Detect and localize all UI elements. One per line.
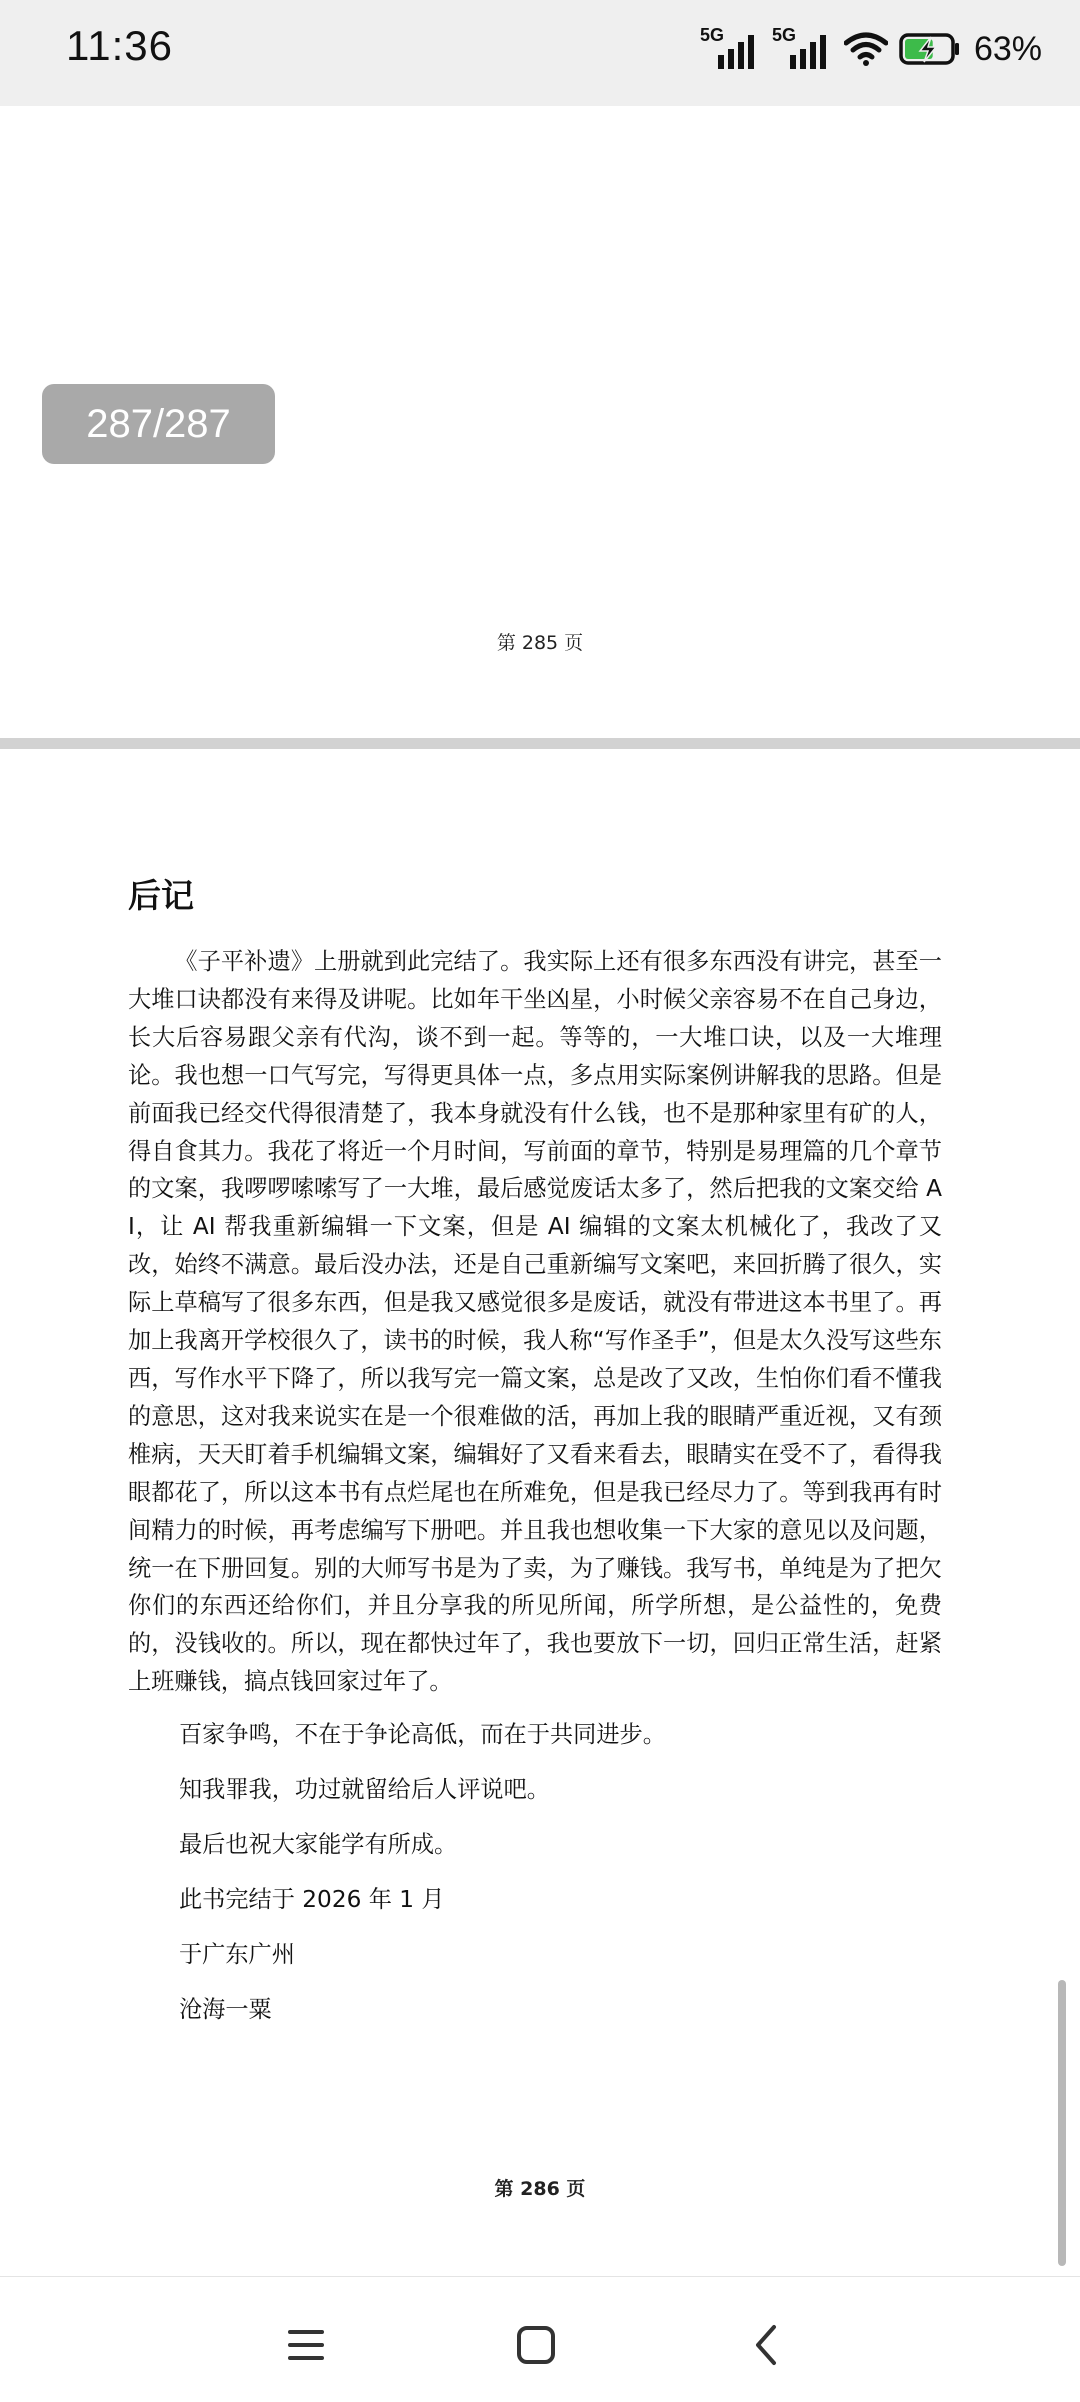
navigation-bar <box>0 2276 1080 2402</box>
text-line: 百家争鸣，不在于争论高低，而在于共同进步。 <box>179 1721 666 1749</box>
page-divider <box>0 738 1080 749</box>
body-paragraph: 《子平补遗》上册就到此完结了。我实际上还有很多东西没有讲完，甚至一大堆口诀都没有来得及讲呢。比如年干坐凶星，小时候父亲容易不在自己身边，长大后容易跟父亲有代沟，谈不到一起。等等的，一大堆口诀，以及一大堆理论。我也想一口气写完，写得更具体一点，多点用实际案例讲解我的思路。但是前面我已经交代得很清楚了，我本身就没有什么钱，也不是那种家里有矿的人，得自食其力。我花了将近一个月时间，写前面的章节，特别是易理篇的几个章节的文案，我啰啰嗦嗦写了一大堆，最后感觉废话太多了，然后把我的文案交给 AI，让 AI 帮我重新编辑一下文案，但是 AI 编辑的文案太机械化了，我改了又改，始终不满意。最后没办法，还是自己重新编写文案吧，来回折腾了很久，实际上草稿写了很多东西，但是我又感觉很多是废话，就没有带进这本书里了。再加上我离开学校很久了，读书的时候，我人称“写作圣手”，但是太久没写这些东西，写作水平下降了，所以我写完一篇文案，总是改了又改，生怕你们看不懂我的意思，这对我来说实在是一个很难做的活，再加上我的眼睛严重近视，又有颈椎病，天天盯着手机编辑文案，编辑好了又看来看去，眼睛实在受不了，看得我眼都花了，所以这本书有点烂尾也在所难免，但是我已经尽力了。等到我再有时间精力的时候，再考虑编写下册吧。并且我也想收集一下大家的意见以及问题，统一在下册回复。别的大师写书是为了卖，为了赚钱。我写书，单纯是为了把欠你们的东西还给你们，并且分享我的所见所闻，所学所想，是公益性的，免费的，没钱收的。所以，现在都快过年了，我也要放下一切，回归正常生活，赶紧上班赚钱，搞点钱回家过年了。 <box>128 948 942 1696</box>
signal-icon <box>772 25 834 73</box>
network-type-label: 5G <box>699 25 724 45</box>
wifi-icon <box>844 31 888 67</box>
author-signature: 沧海一粟 <box>179 1995 272 2023</box>
text-line: 知我罪我，功过就留给后人评说吧。 <box>179 1776 550 1804</box>
text-line: 最后也祝大家能学有所成。 <box>179 1830 458 1858</box>
chapter-title: 后记 <box>128 876 194 915</box>
location-line: 于广东广州 <box>179 1940 295 1968</box>
document-page <box>128 870 942 2029</box>
back-button[interactable] <box>736 2317 796 2373</box>
back-icon <box>750 2323 782 2367</box>
home-icon <box>515 2324 557 2366</box>
page-number-label: 第 286 页 <box>494 2178 586 2200</box>
menu-button[interactable] <box>276 2317 336 2373</box>
previous-page <box>0 106 1080 738</box>
battery-charging-icon <box>898 30 962 68</box>
network-type-label: 5G <box>771 25 796 45</box>
completion-date: 此书完结于 2026 年 1 月 <box>179 1885 445 1913</box>
status-icons <box>700 24 1042 74</box>
scrollbar[interactable] <box>1058 1980 1066 2266</box>
page-counter-badge[interactable]: 287/287 <box>42 384 275 464</box>
signal-icon <box>700 25 762 73</box>
status-bar <box>0 0 1080 106</box>
status-time: 11:36 <box>66 22 173 69</box>
battery-percent: 63% <box>973 29 1042 68</box>
page-number-label: 第 285 页 <box>496 632 584 654</box>
menu-icon <box>286 2327 326 2363</box>
home-button[interactable] <box>506 2317 566 2373</box>
